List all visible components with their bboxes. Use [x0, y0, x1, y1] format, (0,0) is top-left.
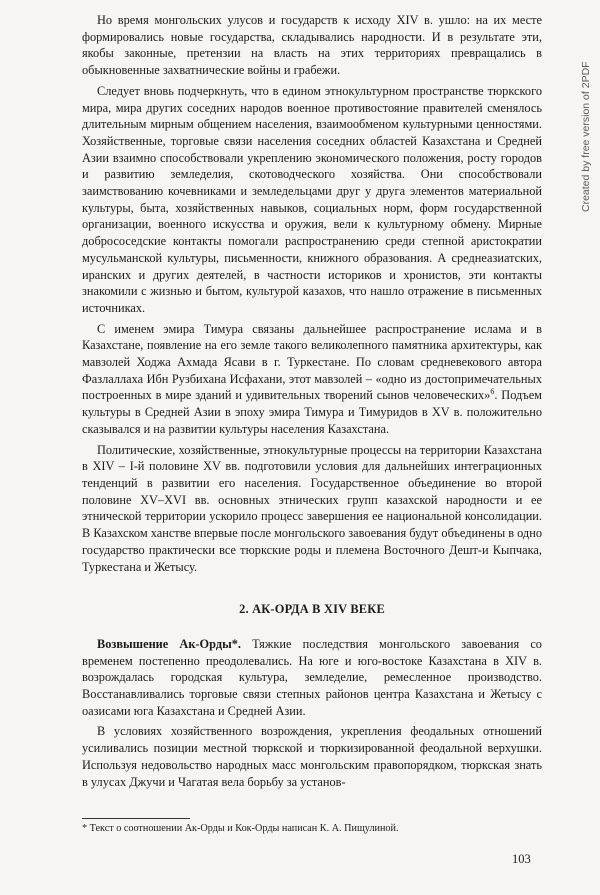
section-heading: 2. АК-ОРДА В XIV ВЕКЕ — [239, 602, 385, 617]
footnote: * Текст о соотношении Ак-Орды и Кок-Орды написан К. А. Пищулиной. — [82, 823, 399, 834]
page-number: 103 — [512, 852, 531, 866]
timur-text-1: С именем эмира Тимура связаны дальнейшее распространение ислама и в Казахстане, появление на его земле такого великолепного памятника архитектуры, как мавзолей Ходжа Ахмада Ясави в г. Туркестане. По словам средневекового автора Фазлаллаха Ибн Рузбихана Исфахани, этот мавзолей – «одно из достопримечательных построенных в мире зданий и удивительных творений сынов человеческих» — [82, 321, 542, 403]
side-watermark: Created by free version of 2PDF — [580, 61, 592, 212]
paragraph-ak-orda-rise — [82, 636, 542, 720]
timur-text-2: . Подъем культуры в Средней Азии в эпоху эмира Тимура и Тимуридов в XV в. положительно сказывался и на развитии культуры населения Казахстана. — [82, 388, 542, 436]
paragraph-lead-title: Возвышение Ак-Орды*. — [97, 636, 241, 651]
paragraph-political-processes: Политические, хозяйственные, этнокультурные процессы на территории Казахстана в XIV – I-й половине XV вв. подготовили условия для дальнейших интеграционных тенденций в развитии его населения. Государственное объединение во второй половине XV–XVI вв. основных этнических групп казахской народности и ее этнической территории ускорило процесс завершения ее национальной консолидации. В Казахском ханстве впервые после монгольского завоевания будут объединены в одно государство практически все тюркские роды и племена Восточного Дешт-и Кыпчака, Туркестана и Жетысу. — [82, 442, 542, 574]
footnote-ref-6: 6 — [490, 387, 495, 397]
paragraph-timur — [82, 321, 542, 438]
paragraph-economic-revival: В условиях хозяйственного возрождения, укрепления феодальных отношений усиливались позиции местной тюркской и тюркизированной феодальной верхушки. Используя недовольство народных масс монгольским правопорядком, тюркская знать в улусах Джучи и Чагатая вела борьбу за установ- — [82, 724, 542, 789]
paragraph-ethnocultural-space: Следует вновь подчеркнуть, что в едином этнокультурном пространстве тюркского мира, мира других соседних народов военное противостояние правителей сменялось длительным мирным общением населения, взаимообменом культурными ценностями. Хозяйственные, торговые связи населения соседних областей Казахстана и Средней Азии взаимно способствовали укреплению экономического положения, росту городов и развитию земледелия, скотоводческого хозяйства. Они способствовали заимствованию кочевниками и земледельцами друг у друга элементов материальной культуры, быта, хозяйственных навыков, социальных норм, форм государственной организации, военного искусства и оружия, вели к культурному обмену. Мирные добрососедские контакты помогали распространению среди степной аристократии мусульманской культуры, письменности, книжного образования. А среднеазиатских, иранских и других деятелей, в частности историков и хронистов, эти контакты знакомили с жизнью и бытом, культурой казахов, что нашло отражение в письменных источниках. — [82, 83, 542, 315]
page-body — [82, 12, 542, 790]
paragraph-rise-text: Тяжкие последствия монгольского завоевания со временем постепенно преодолевались. На юге и юго-востоке Казахстана в XIV в. возрождалась городская культура, земледелие, ремесленное производство. Восстанавливались торговые связи степных районов центра Казахстана и Жетысу с оазисами юга Казахстана и Средней Азии. — [82, 636, 542, 718]
footnote-divider — [82, 818, 190, 819]
paragraph-mongol-uluses: Но время монгольских улусов и государств к исходу XIV в. ушло: на их месте формировались новые государства, складывались народности. И в результате эти, якобы законные, претензии на власть на этих территориях превращались в обыкновенные захватнические войны и грабежи. — [82, 13, 542, 78]
